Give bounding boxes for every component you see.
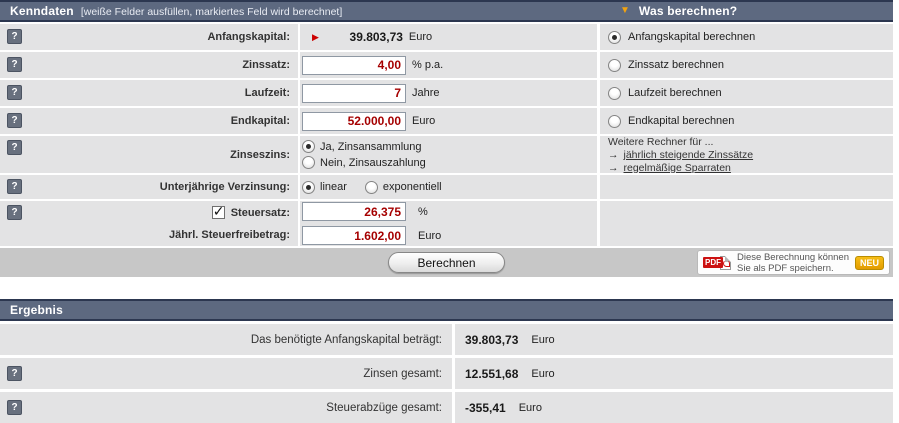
zinssatz-input[interactable]: [302, 56, 406, 75]
link-regelmaessige-sparraten[interactable]: regelmäßige Sparraten: [623, 161, 731, 174]
steuersatz-label: Steuersatz:: [230, 206, 290, 219]
help-button-steuersatz[interactable]: ?: [7, 205, 22, 220]
row-steuer: [0, 201, 893, 246]
was-berechnen-title: Was berechnen?: [638, 4, 738, 18]
help-button-verzinsung[interactable]: ?: [7, 179, 22, 194]
endkapital-input[interactable]: [302, 112, 406, 131]
result-row-zinsen: [0, 358, 893, 389]
link-arrow-icon: →: [608, 161, 619, 174]
result-value: 39.803,73: [465, 332, 519, 347]
zinssatz-unit: % p.a.: [412, 59, 444, 71]
row-endkapital: [0, 108, 893, 134]
link-arrow-icon: →: [608, 148, 619, 161]
ergebnis-header: [0, 299, 893, 321]
calc-option-label: Anfangskapital berechnen: [628, 31, 756, 43]
laufzeit-unit: Jahre: [412, 87, 440, 99]
help-button-zinseszins[interactable]: ?: [7, 140, 22, 155]
endkapital-unit: Euro: [412, 115, 436, 127]
triangle-down-icon: ▼: [620, 5, 630, 16]
steuerfreibetrag-input[interactable]: [302, 226, 406, 245]
result-unit: Euro: [531, 367, 555, 380]
verzinsung-label: Unterjährige Verzinsung:: [159, 181, 290, 193]
kenndaten-header-left: [0, 4, 600, 18]
calc-option-radio-endkapital[interactable]: [608, 115, 621, 128]
panel-title: Kenndaten: [10, 4, 74, 18]
calc-option-label: Laufzeit berechnen: [628, 87, 722, 99]
help-button-steuerabzuege[interactable]: ?: [7, 400, 22, 415]
calc-option-radio-zinssatz[interactable]: [608, 59, 621, 72]
pdf-note[interactable]: [697, 250, 890, 275]
panel-subtitle: [weiße Felder ausfüllen, markiertes Feld wird berechnet]: [80, 6, 343, 18]
result-label: Das benötigte Anfangskapital beträgt:: [250, 333, 442, 346]
result-value: 12.551,68: [465, 366, 519, 381]
result-label: Zinsen gesamt:: [363, 367, 442, 380]
help-button-zinsen-gesamt[interactable]: ?: [7, 366, 22, 381]
result-unit: Euro: [531, 333, 555, 346]
ergebnis-panel: [0, 299, 893, 423]
steuersatz-checkbox[interactable]: [212, 203, 225, 219]
was-berechnen-header: [600, 4, 893, 18]
result-row-anfangskapital: [0, 324, 893, 355]
zinseszins-option-label: Ja, Zinsansammlung: [320, 140, 422, 153]
calc-option-radio-laufzeit[interactable]: [608, 87, 621, 100]
link-row: [608, 149, 753, 161]
pdf-note-text: Diese Berechnung können Sie als PDF speichern.: [737, 251, 849, 274]
result-unit: Euro: [518, 401, 542, 414]
steuersatz-unit: %: [418, 205, 428, 218]
zinseszins-radio-ja[interactable]: [302, 140, 315, 153]
help-button-endkapital[interactable]: ?: [7, 113, 22, 128]
zinseszins-option-ja[interactable]: [302, 140, 422, 153]
calc-option-laufzeit[interactable]: [600, 80, 893, 106]
result-label: Steuerabzüge gesamt:: [326, 401, 442, 414]
verzinsung-radio-linear[interactable]: [302, 181, 315, 194]
anfangskapital-value: 39.803,73: [349, 30, 403, 44]
zinseszins-radio-nein[interactable]: [302, 156, 315, 169]
row-zinseszins: [0, 136, 893, 173]
pdf-icon: [703, 256, 731, 270]
steuerfreibetrag-label: Jährl. Steuerfreibetrag:: [168, 228, 290, 241]
verzinsung-option-linear[interactable]: [302, 181, 347, 194]
anfangskapital-unit: Euro: [408, 31, 433, 43]
help-button-anfangskapital[interactable]: ?: [7, 29, 22, 44]
row-verzinsung: [0, 175, 893, 199]
link-row: [608, 162, 731, 174]
result-value: -355,41: [465, 400, 506, 415]
computed-marker-icon: ▶: [312, 31, 319, 42]
endkapital-label: Endkapital:: [230, 115, 290, 127]
zinseszins-option-label: Nein, Zinsauszahlung: [320, 156, 426, 169]
anfangskapital-label: Anfangskapital:: [207, 31, 290, 43]
action-strip: [0, 248, 893, 277]
zinseszins-label: Zinseszins:: [230, 148, 290, 161]
verzinsung-radio-exponentiell[interactable]: [365, 181, 378, 194]
berechnen-button[interactable]: Berechnen: [388, 252, 504, 273]
help-button-zinssatz[interactable]: ?: [7, 57, 22, 72]
calc-option-endkapital[interactable]: [600, 108, 893, 134]
verzinsung-option-exponentiell[interactable]: [365, 181, 442, 194]
calc-option-label: Zinssatz berechnen: [628, 59, 724, 71]
steuerfreibetrag-unit: Euro: [418, 229, 442, 242]
calc-option-anfangskapital[interactable]: [600, 24, 893, 50]
laufzeit-label: Laufzeit:: [244, 87, 290, 99]
row-anfangskapital: [0, 24, 893, 50]
row-laufzeit: [0, 80, 893, 106]
result-row-steuerabzuege: [0, 392, 893, 423]
verzinsung-option-label: exponentiell: [382, 181, 442, 193]
zinseszins-option-nein[interactable]: [302, 156, 426, 169]
ergebnis-title: Ergebnis: [10, 303, 63, 317]
check-icon: ✓: [212, 203, 225, 219]
help-button-laufzeit[interactable]: ?: [7, 85, 22, 100]
calc-option-label: Endkapital berechnen: [628, 115, 735, 127]
more-calculators: [600, 136, 893, 173]
verzinsung-option-label: linear: [320, 181, 347, 193]
laufzeit-input[interactable]: [302, 84, 406, 103]
row-zinssatz: [0, 52, 893, 78]
neu-badge: NEU: [855, 256, 884, 270]
calc-option-radio-anfangskapital[interactable]: [608, 31, 621, 44]
steuersatz-input[interactable]: [302, 202, 406, 221]
pdf-tag-label: PDF: [705, 258, 722, 267]
zinssatz-label: Zinssatz:: [242, 59, 290, 71]
calc-option-zinssatz[interactable]: [600, 52, 893, 78]
link-steigende-zinssaetze[interactable]: jährlich steigende Zinssätze: [623, 148, 754, 161]
kenndaten-header: [0, 0, 893, 22]
more-calculators-title: Weitere Rechner für ...: [608, 135, 714, 148]
